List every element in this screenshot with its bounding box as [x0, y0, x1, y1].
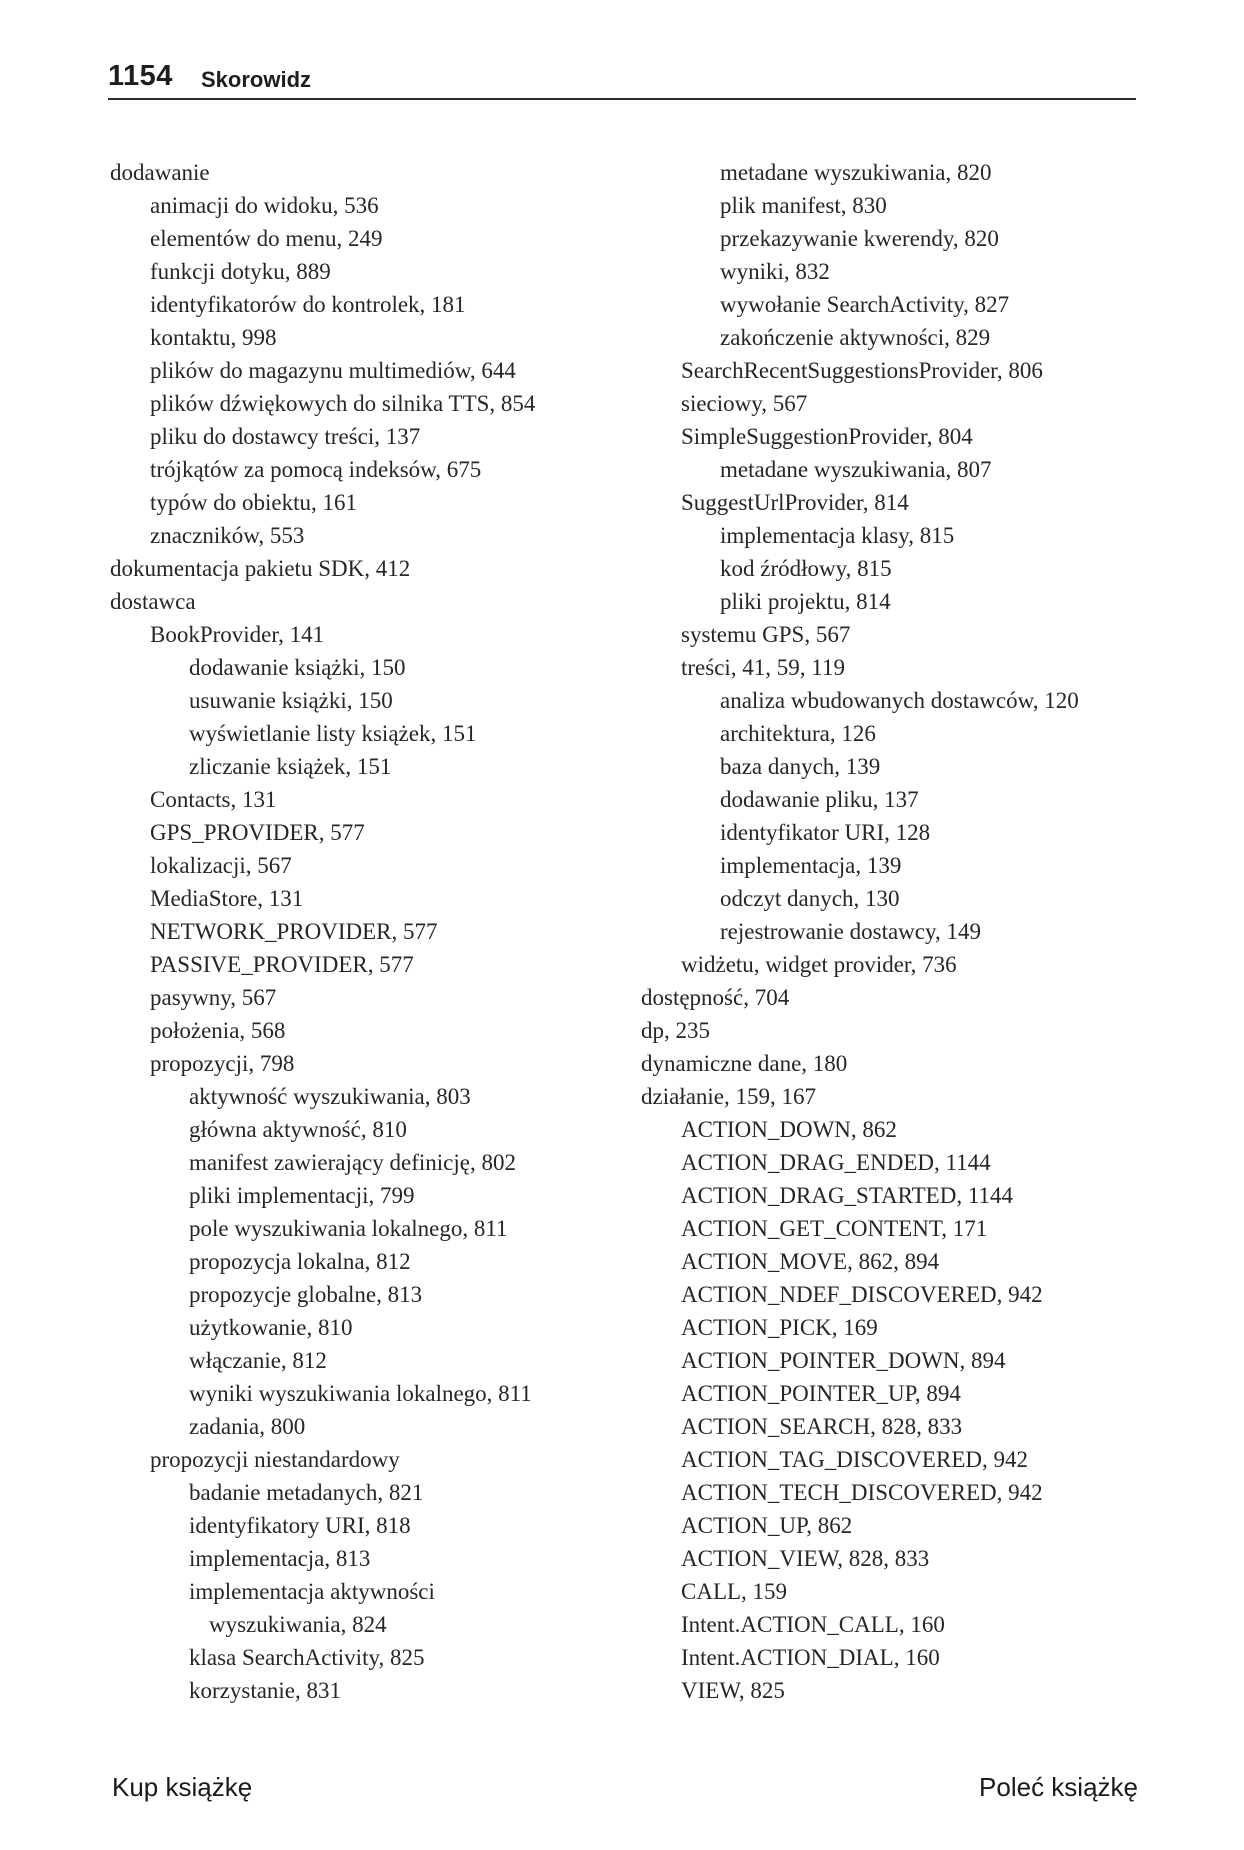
index-entry: ACTION_NDEF_DISCOVERED, 942	[681, 1282, 1043, 1307]
index-entry: pliku do dostawcy treści, 137	[150, 424, 421, 449]
index-entry: wyszukiwania, 824	[209, 1612, 387, 1637]
index-entry: metadane wyszukiwania, 820	[720, 160, 992, 185]
index-entry: działanie, 159, 167	[641, 1084, 817, 1109]
index-entry: rejestrowanie dostawcy, 149	[720, 919, 982, 944]
index-entry: dp, 235	[641, 1018, 710, 1043]
index-entry: korzystanie, 831	[189, 1678, 342, 1703]
index-entry: ACTION_POINTER_DOWN, 894	[681, 1348, 1006, 1373]
index-entry: dodawanie pliku, 137	[720, 787, 919, 812]
index-entry: architektura, 126	[720, 721, 876, 746]
index-entry: metadane wyszukiwania, 807	[720, 457, 992, 482]
recommend-book-link[interactable]: Poleć książkę	[979, 1772, 1138, 1802]
index-entry: kontaktu, 998	[150, 325, 277, 350]
index-entry: ACTION_SEARCH, 828, 833	[681, 1414, 963, 1439]
index-entry: ACTION_DRAG_ENDED, 1144	[681, 1150, 991, 1175]
index-entry: znaczników, 553	[150, 523, 305, 548]
index-entry: CALL, 159	[681, 1579, 788, 1604]
index-entry: PASSIVE_PROVIDER, 577	[150, 952, 414, 977]
index-entry: położenia, 568	[150, 1018, 286, 1043]
index-entry: identyfikator URI, 128	[720, 820, 931, 845]
index-entry: SearchRecentSuggestionsProvider, 806	[681, 358, 1043, 383]
index-entry: ACTION_VIEW, 828, 833	[681, 1546, 930, 1571]
index-entry: Contacts, 131	[150, 787, 277, 812]
index-entry: wyniki, 832	[720, 259, 830, 284]
index-entry: SuggestUrlProvider, 814	[681, 490, 909, 515]
index-entry: GPS_PROVIDER, 577	[150, 820, 365, 845]
index-entry: zliczanie książek, 151	[189, 754, 392, 779]
index-entry: propozycji, 798	[150, 1051, 295, 1076]
index-entry: badanie metadanych, 821	[189, 1480, 424, 1505]
index-entry: dodawanie książki, 150	[189, 655, 406, 680]
index-column-left	[110, 156, 670, 1707]
page-title: Skorowidz	[201, 67, 312, 92]
index-entry: treści, 41, 59, 119	[681, 655, 845, 680]
index-entry: systemu GPS, 567	[681, 622, 851, 647]
index-entry: ACTION_TECH_DISCOVERED, 942	[681, 1480, 1043, 1505]
index-entry: implementacja aktywności	[189, 1579, 435, 1604]
index-entry: funkcji dotyku, 889	[150, 259, 331, 284]
index-entry: dodawanie	[110, 160, 210, 185]
index-entry: dostawca	[110, 589, 196, 614]
index-entry: wyniki wyszukiwania lokalnego, 811	[189, 1381, 532, 1406]
index-entry: trójkątów za pomocą indeksów, 675	[150, 457, 482, 482]
index-entry: wyświetlanie listy książek, 151	[189, 721, 477, 746]
index-entry: zadania, 800	[189, 1414, 306, 1439]
index-entry: Intent.ACTION_DIAL, 160	[681, 1645, 940, 1670]
index-entry: dostępność, 704	[641, 985, 790, 1010]
index-entry: ACTION_TAG_DISCOVERED, 942	[681, 1447, 1028, 1472]
index-entry: propozycje globalne, 813	[189, 1282, 423, 1307]
index-entry: implementacja, 813	[189, 1546, 371, 1571]
index-entry: włączanie, 812	[189, 1348, 327, 1373]
index-entry: widżetu, widget provider, 736	[681, 952, 957, 977]
index-entry: analiza wbudowanych dostawców, 120	[720, 688, 1079, 713]
index-entry: BookProvider, 141	[150, 622, 325, 647]
index-entry: użytkowanie, 810	[189, 1315, 353, 1340]
index-entry: dynamiczne dane, 180	[641, 1051, 848, 1076]
index-entry: usuwanie książki, 150	[189, 688, 393, 713]
index-entry: ACTION_UP, 862	[681, 1513, 853, 1538]
index-entry: NETWORK_PROVIDER, 577	[150, 919, 438, 944]
page-header	[108, 58, 1136, 100]
index-entry: ACTION_DRAG_STARTED, 1144	[681, 1183, 1013, 1208]
index-entry: plików do magazynu multimediów, 644	[150, 358, 516, 383]
index-entry: Intent.ACTION_CALL, 160	[681, 1612, 945, 1637]
index-entry: ACTION_POINTER_UP, 894	[681, 1381, 961, 1406]
index-entry: zakończenie aktywności, 829	[720, 325, 991, 350]
buy-book-link[interactable]: Kup książkę	[112, 1772, 253, 1802]
index-entry: kod źródłowy, 815	[720, 556, 892, 581]
index-entry: pole wyszukiwania lokalnego, 811	[189, 1216, 508, 1241]
page-number: 1154	[108, 60, 173, 92]
index-entry: implementacja, 139	[720, 853, 902, 878]
index-entry: manifest zawierający definicję, 802	[189, 1150, 516, 1175]
index-entry: aktywność wyszukiwania, 803	[189, 1084, 471, 1109]
index-entry: propozycja lokalna, 812	[189, 1249, 411, 1274]
index-entry: propozycji niestandardowy	[150, 1447, 400, 1472]
index-entry: główna aktywność, 810	[189, 1117, 407, 1142]
index-entry: baza danych, 139	[720, 754, 881, 779]
index-entry: plik manifest, 830	[720, 193, 887, 218]
index-entry: VIEW, 825	[681, 1678, 785, 1703]
index-entry: plików dźwiękowych do silnika TTS, 854	[150, 391, 536, 416]
index-entry: pliki implementacji, 799	[189, 1183, 415, 1208]
index-entry: klasa SearchActivity, 825	[189, 1645, 425, 1670]
index-column-right	[641, 156, 1141, 1707]
index-entry: ACTION_MOVE, 862, 894	[681, 1249, 940, 1274]
index-entry: implementacja klasy, 815	[720, 523, 955, 548]
index-entry: pliki projektu, 814	[720, 589, 891, 614]
index-entry: ACTION_DOWN, 862	[681, 1117, 897, 1142]
index-entry: animacji do widoku, 536	[150, 193, 379, 218]
index-entry: MediaStore, 131	[150, 886, 304, 911]
index-entry: elementów do menu, 249	[150, 226, 383, 251]
index-entry: typów do obiektu, 161	[150, 490, 357, 515]
index-entry: SimpleSuggestionProvider, 804	[681, 424, 973, 449]
index-entry: dokumentacja pakietu SDK, 412	[110, 556, 411, 581]
index-entry: pasywny, 567	[150, 985, 277, 1010]
index-entry: ACTION_GET_CONTENT, 171	[681, 1216, 988, 1241]
index-entry: lokalizacji, 567	[150, 853, 292, 878]
index-entry: identyfikatory URI, 818	[189, 1513, 411, 1538]
index-entry: sieciowy, 567	[681, 391, 808, 416]
index-entry: odczyt danych, 130	[720, 886, 900, 911]
index-entry: identyfikatorów do kontrolek, 181	[150, 292, 466, 317]
index-entry: przekazywanie kwerendy, 820	[720, 226, 999, 251]
index-entry: wywołanie SearchActivity, 827	[720, 292, 1010, 317]
index-entry: ACTION_PICK, 169	[681, 1315, 878, 1340]
